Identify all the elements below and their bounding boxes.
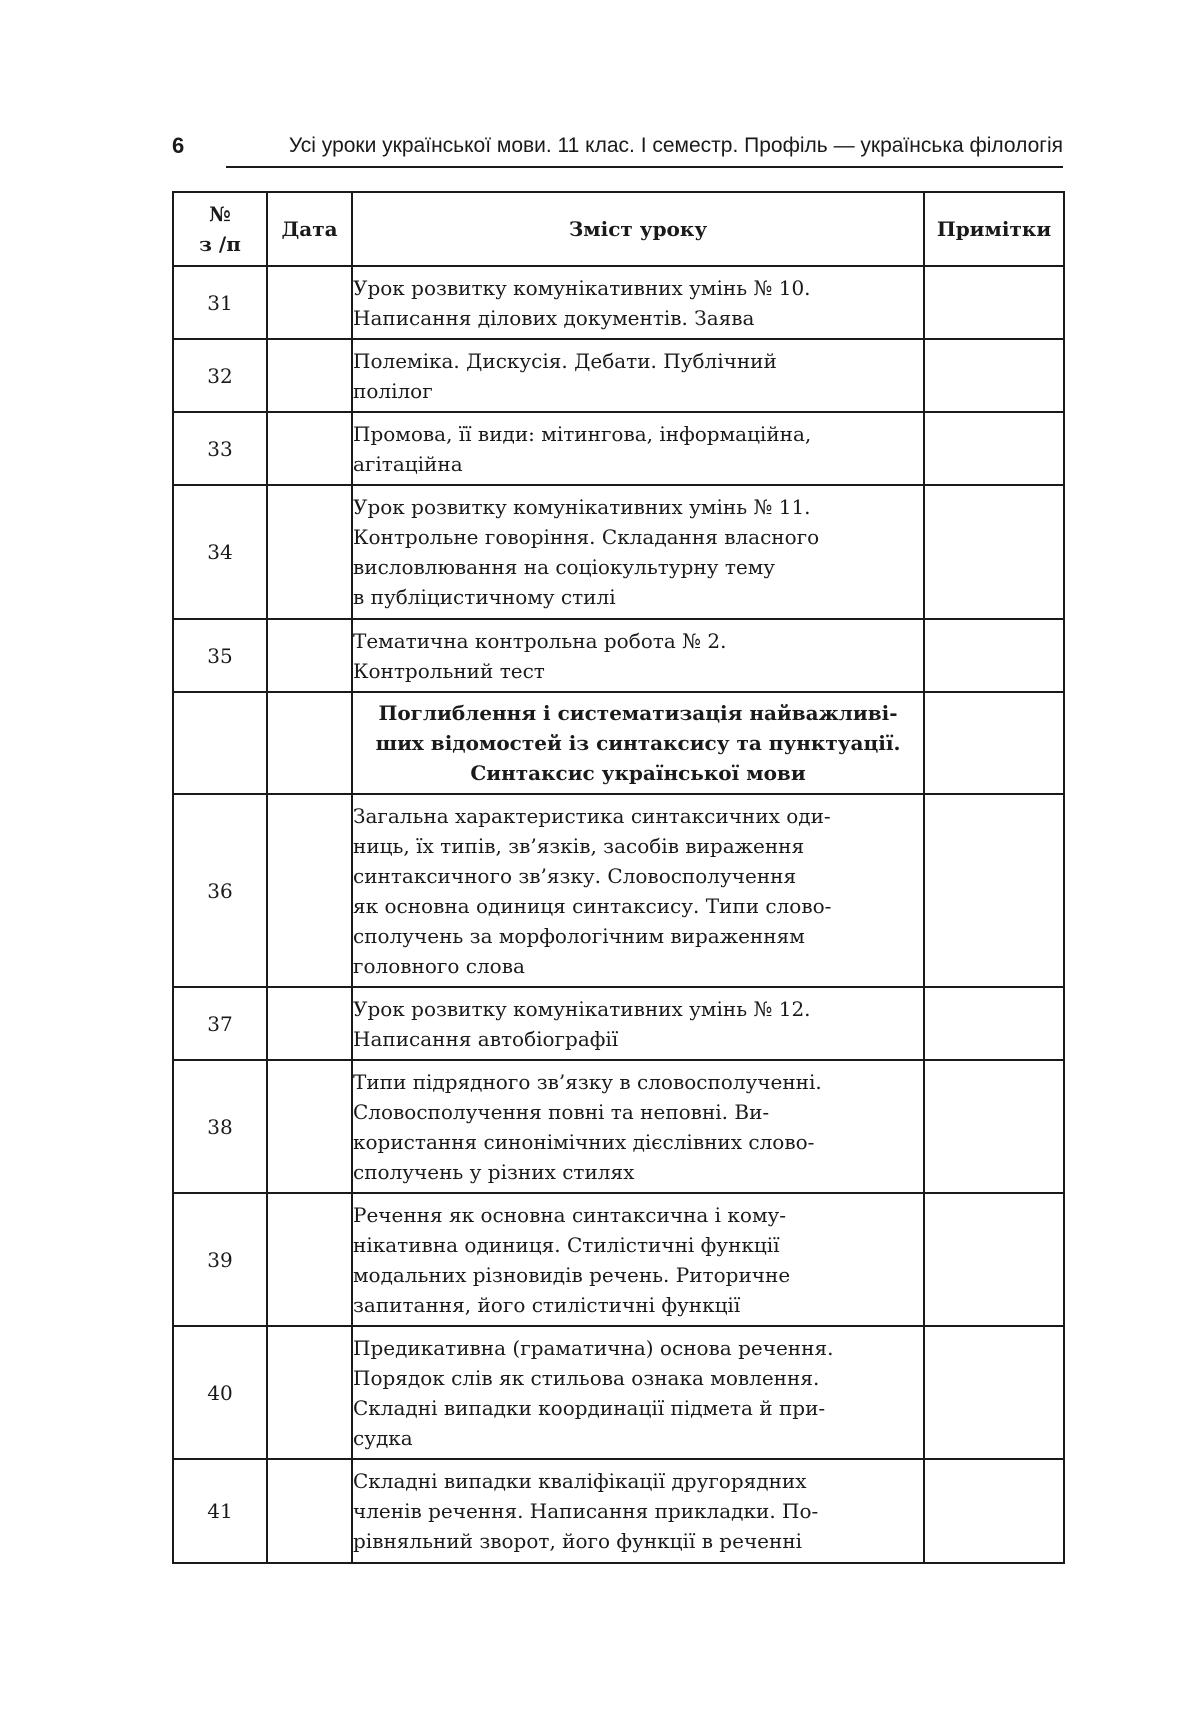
lesson-content-line: синтаксичного зв’язку. Словосполучення [353, 863, 797, 888]
lesson-content-line: користання синонімічних дієслівних слово- [353, 1129, 815, 1154]
lesson-content-line: Складні випадки координації підмета й при- [353, 1395, 826, 1420]
lesson-content-line: Урок розвитку комунікативних умінь № 12. [353, 996, 811, 1021]
table-body [173, 266, 1064, 1563]
page-number: 6 [172, 133, 185, 158]
table-row [173, 485, 1064, 619]
lesson-content-line: членів речення. Написання прикладки. По- [353, 1499, 819, 1523]
lesson-notes-cell [924, 987, 1064, 1060]
section-heading [352, 692, 924, 794]
lesson-content [352, 412, 924, 485]
table-row [173, 1060, 1064, 1193]
lesson-content-line: модальних різновидів речень. Риторичне [353, 1262, 791, 1287]
lesson-number: 33 [173, 412, 267, 485]
lesson-date-cell [267, 1326, 352, 1459]
lesson-content-line: Написання автобіографії [353, 1026, 619, 1051]
lesson-content-line: Складні випадки кваліфікації другорядних [353, 1469, 807, 1493]
lesson-content-line: Синтаксис української мови [470, 761, 806, 785]
column-header-notes: Примітки [924, 192, 1064, 266]
lesson-notes-cell [924, 794, 1064, 987]
header-rule [226, 166, 1063, 168]
lesson-content-line: Контрольний тест [353, 658, 545, 683]
lesson-content-line: рівняльний зворот, його функції в реченні [353, 1529, 803, 1553]
lesson-content [352, 1326, 924, 1459]
lesson-content [352, 987, 924, 1060]
lesson-date-cell [267, 339, 352, 412]
lesson-content [352, 619, 924, 692]
table-row [173, 339, 1064, 412]
lesson-number: 32 [173, 339, 267, 412]
lesson-number [173, 692, 267, 794]
table-row [173, 412, 1064, 485]
lesson-number: 31 [173, 266, 267, 339]
lesson-content-line: як основна одиниця синтаксису. Типи слово- [353, 893, 832, 918]
lesson-notes-cell [924, 692, 1064, 794]
column-header-date: Дата [267, 192, 352, 266]
lesson-notes-cell [924, 412, 1064, 485]
lesson-content [352, 794, 924, 987]
lesson-content-line: головного слова [353, 953, 525, 978]
table-row [173, 794, 1064, 987]
table-row [173, 266, 1064, 339]
lesson-content-line: в публіцистичному стилі [353, 585, 616, 609]
lesson-notes-cell [924, 1326, 1064, 1459]
lesson-notes-cell [924, 485, 1064, 619]
lesson-content-line: Полеміка. Дискусія. Дебати. Публічний [353, 348, 777, 373]
lesson-date-cell [267, 987, 352, 1060]
lesson-number: 37 [173, 987, 267, 1060]
column-header-number-label: з /п [199, 232, 241, 256]
lesson-content-line: Поглиблення і систематизація найважливі- [378, 701, 898, 725]
lesson-content-line: Порядок слів як стильова ознака мовлення. [353, 1365, 820, 1390]
lesson-content-line: Словосполучення повні та неповні. Ви- [353, 1099, 770, 1124]
lesson-number: 36 [173, 794, 267, 987]
lesson-content-line: Тематична контрольна робота № 2. [353, 628, 727, 653]
table-row [173, 619, 1064, 692]
lesson-content-line: Урок розвитку комунікативних умінь № 11. [353, 495, 811, 519]
table-row [173, 1326, 1064, 1459]
lesson-date-cell [267, 1459, 352, 1563]
lesson-content-line: Речення як основна синтаксична і кому- [353, 1202, 787, 1227]
table-row [173, 1193, 1064, 1326]
column-header-number [173, 192, 267, 266]
lesson-date-cell [267, 794, 352, 987]
lesson-number: 34 [173, 485, 267, 619]
column-header-number-symbol: № [209, 202, 231, 226]
lesson-date-cell [267, 692, 352, 794]
lesson-content-line: сполучень за морфологічним вираженням [353, 923, 805, 948]
lesson-content-line: полілог [353, 378, 433, 403]
lesson-notes-cell [924, 1060, 1064, 1193]
table-row [173, 1459, 1064, 1563]
lesson-content [352, 1459, 924, 1563]
lesson-content-line: Контрольне говоріння. Складання власного [353, 525, 820, 549]
lesson-content-line: висловлювання на соціокультурну тему [353, 555, 776, 579]
lesson-date-cell [267, 1193, 352, 1326]
lesson-content-line: нікативна одиниця. Стилістичні функції [353, 1232, 780, 1257]
lesson-content-line: Написання ділових документів. Заява [353, 305, 755, 330]
lesson-content [352, 1193, 924, 1326]
lesson-plan-table [172, 191, 1065, 1564]
lesson-content [352, 266, 924, 339]
lesson-date-cell [267, 619, 352, 692]
running-title: Усі уроки української мови. 11 клас. І семестр. Профіль — українська філологія [288, 134, 1063, 157]
lesson-content-line: агітаційна [353, 451, 463, 476]
lesson-content [352, 485, 924, 619]
lesson-number: 41 [173, 1459, 267, 1563]
lesson-notes-cell [924, 1459, 1064, 1563]
table-header-row [173, 192, 1064, 266]
lesson-number: 35 [173, 619, 267, 692]
lesson-content-line: Предикативна (граматична) основа речення. [353, 1335, 834, 1360]
lesson-content-line: Загальна характеристика синтаксичних оди- [353, 803, 831, 828]
lesson-content-line: судка [353, 1425, 413, 1450]
lesson-date-cell [267, 266, 352, 339]
lesson-notes-cell [924, 619, 1064, 692]
lesson-content [352, 1060, 924, 1193]
lesson-notes-cell [924, 266, 1064, 339]
lesson-date-cell [267, 412, 352, 485]
lesson-date-cell [267, 1060, 352, 1193]
lesson-date-cell [267, 485, 352, 619]
lesson-content-line: Промова, її види: мітингова, інформаційна, [353, 421, 812, 446]
lesson-number: 38 [173, 1060, 267, 1193]
lesson-content [352, 339, 924, 412]
column-header-content: Зміст уроку [352, 192, 924, 266]
section-heading-row [173, 692, 1064, 794]
lesson-notes-cell [924, 1193, 1064, 1326]
lesson-content-line: ших відомостей із синтаксису та пунктуації. [375, 731, 901, 755]
lesson-number: 40 [173, 1326, 267, 1459]
lesson-content-line: ниць, їх типів, зв’язків, засобів вираження [353, 833, 805, 858]
lesson-content-line: запитання, його стилістичні функції [353, 1292, 741, 1317]
lesson-notes-cell [924, 339, 1064, 412]
lesson-number: 39 [173, 1193, 267, 1326]
lesson-content-line: Типи підрядного зв’язку в словосполученні. [353, 1069, 822, 1094]
lesson-content-line: Урок розвитку комунікативних умінь № 10. [353, 275, 811, 300]
table-row [173, 987, 1064, 1060]
lesson-content-line: сполучень у різних стилях [353, 1159, 635, 1184]
